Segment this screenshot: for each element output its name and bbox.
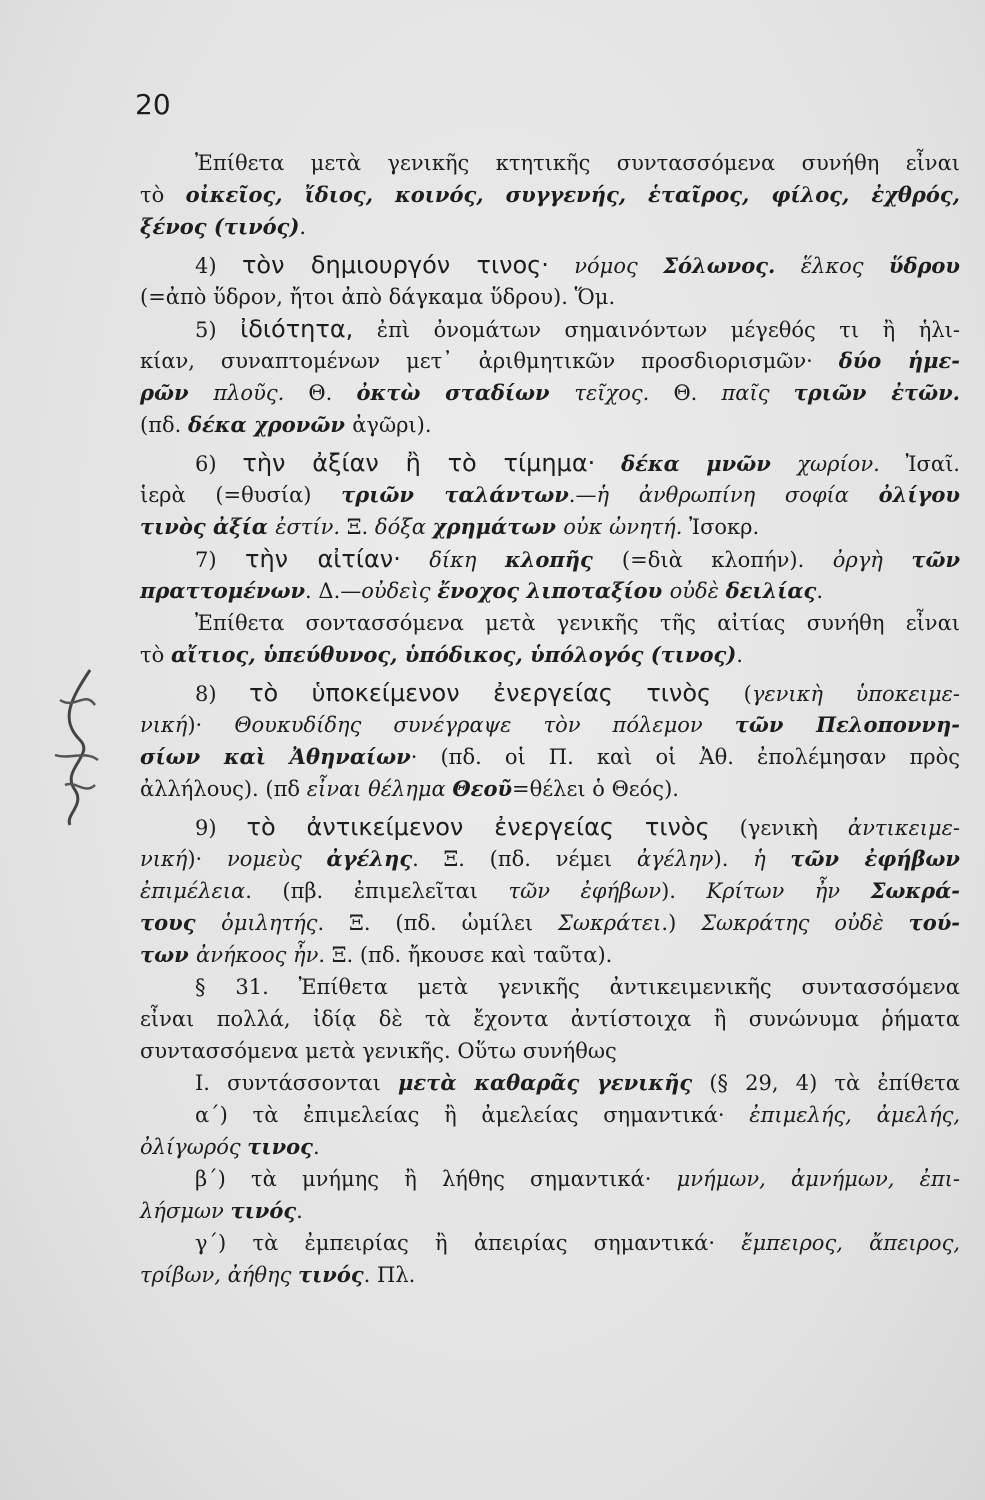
text-run: τινος [247, 1134, 313, 1159]
text-run: ὀκτὼ σταδίων [356, 380, 575, 405]
text-run: (=διὰ κλοπήν). [621, 548, 833, 572]
text-run: Κρίτων ἦν [706, 879, 871, 903]
text-line [140, 511, 960, 543]
text-line [140, 377, 960, 409]
text-run: ὀλίγου [878, 482, 960, 507]
text-run: ὀλίγωρός [140, 1135, 248, 1159]
text-line [140, 1195, 960, 1227]
text-run: ἀγέλης [326, 846, 413, 871]
text-run: δέκα χρονῶν [188, 412, 353, 437]
text-line [140, 843, 960, 875]
text-run: δόξα [374, 515, 433, 539]
text-line [140, 281, 960, 313]
text-run: οἰκεῖος, ἴδιος, κοινός, συγγενής, ἑταῖρος, φίλος, ἐχθρός, [185, 182, 960, 207]
text-run: τινός [298, 1262, 364, 1287]
text-run: . Πλ. [363, 1263, 416, 1287]
text-run: τῶν ἐφήβων [790, 846, 961, 871]
text-run: ἀγέλην [636, 847, 714, 871]
text-run: ρῶν [140, 380, 214, 405]
text-run: τινὸς ἀξία [140, 514, 276, 539]
text-run: εἶναι θέλημα [306, 777, 453, 801]
text-run: Ἐπίθετα μετὰ γενικῆς κτητικῆς συντασσόμενα συνήθη εἶναι [195, 151, 960, 175]
text-run: ἰδιότητα, [240, 315, 354, 343]
text-run: ἀλλήλους). (πδ [140, 777, 307, 801]
text-run: ἡ [753, 847, 791, 871]
text-run: . Δ.— [305, 579, 362, 603]
text-run: παῖς [721, 381, 794, 405]
page-number: 20 [135, 88, 171, 121]
text-run: Σωκράτει [558, 911, 662, 935]
text-line [140, 1067, 960, 1099]
text-line [140, 447, 960, 479]
text-run: . Ξ. (πδ. ὡμίλει [317, 911, 558, 935]
text-line [140, 1163, 960, 1195]
text-run: ἐπὶ ὀνομάτων σημαινόντων μέγεθός τι ἢ ἡλι- [353, 318, 960, 342]
text-line [140, 939, 960, 971]
text-run: Θουκυδίδης συνέγραψε τὸν πόλεμον [234, 713, 735, 737]
text-run: . Ξ. (πδ. νέμει [412, 847, 637, 871]
text-run: τὸ ἀντικείμενον ἐνεργείας τινὸς [246, 813, 710, 841]
text-run: ἀντικειμε- [847, 816, 960, 840]
text-run: κλοπῆς [504, 547, 622, 572]
text-run: αἴτιος, ὑπεύθυνος, ὑπόδικος, ὑπόλογός (τινος) [170, 642, 737, 667]
text-run: 4) [195, 254, 242, 278]
text-run: (§ 29, 4) τὰ ἐπίθετα [692, 1071, 960, 1095]
text-line [140, 147, 960, 179]
text-run: . [816, 579, 824, 603]
text-run: ἐπιμελής, ἀμελής, [749, 1103, 961, 1127]
text-line [140, 345, 960, 377]
text-run: τινός [230, 1198, 297, 1223]
text-run: τῶν Πελοποννη- [734, 712, 960, 737]
text-run: ). [661, 879, 707, 903]
text-run: τους [140, 910, 222, 935]
text-run: τεῖχος. [574, 381, 674, 405]
text-run: χρημάτων [432, 514, 564, 539]
text-run: τῶν ἐφήβων [508, 879, 662, 903]
text-run: . [299, 215, 307, 239]
text-run: τρίβων, ἀήθης [140, 1263, 299, 1287]
text-line [140, 607, 960, 639]
text-line [140, 1131, 960, 1163]
text-run: οὐδεὶς [361, 579, 438, 603]
text-line [140, 179, 960, 211]
text-line [140, 1035, 960, 1067]
text-run: τὴν ἀξίαν ἢ τὸ τίμημα· [242, 449, 596, 477]
text-run: ὁμιλητής [221, 911, 318, 935]
text-line [140, 249, 960, 281]
text-run: τὸν δημιουργόν τινος· [241, 251, 549, 279]
text-run: 5) [195, 318, 241, 342]
text-run: συντασσόμενα μετὰ γενικῆς. Οὕτω συνήθως [140, 1039, 617, 1063]
text-run: τριῶν ἐτῶν. [793, 380, 960, 405]
text-line [140, 773, 960, 805]
text-line [140, 875, 960, 907]
text-run: )· [187, 847, 227, 871]
text-run: Σωκράτης οὐδὲ [701, 911, 909, 935]
text-line [140, 971, 960, 1003]
text-run: κίαν, συναπτομένων μετ᾽ ἀριθμητικῶν προσδιορισμῶν· [140, 349, 839, 373]
text-run: χωρίον. [797, 452, 906, 476]
text-run: (γενικὴ [709, 816, 848, 840]
text-run: γενικὴ ὑποκειμε- [751, 682, 960, 706]
text-run: ). [713, 847, 754, 871]
text-run: Ἰσαῖ. [905, 452, 960, 476]
text-run [775, 254, 800, 278]
text-run: β΄) τὰ μνήμης ἢ λήθης σημαντικά· [195, 1167, 677, 1191]
text-run: =θέλει ὁ Θεός). [512, 777, 679, 801]
text-run: (πδ. [140, 413, 188, 437]
text-run: Ἰσοκρ. [689, 515, 760, 539]
text-run: νομεὺς [226, 847, 327, 871]
text-run: μετὰ καθαρᾶς γενικῆς [398, 1070, 693, 1095]
text-run: δίκη [429, 548, 505, 572]
text-line [140, 409, 960, 441]
text-run: νόμος [574, 254, 664, 278]
text-run: Σωκρά- [870, 878, 960, 903]
text-run [549, 254, 574, 278]
text-run: τριῶν ταλάντων [341, 482, 569, 507]
text-run: οὐδὲ [669, 579, 726, 603]
text-line [140, 575, 960, 607]
text-run: ἐπιμέλεια [140, 879, 246, 903]
text-run: ὕδρου [888, 253, 960, 278]
text-run: νική [140, 713, 188, 737]
text-run: ἔμπειρος, ἄπειρος, [741, 1231, 961, 1255]
text-run: ὀργὴ [832, 548, 912, 572]
text-run: α΄) τὰ ἐπιμελείας ἢ ἀμελείας σημαντικά· [195, 1103, 750, 1127]
text-run: 7) [195, 548, 245, 572]
text-run: Ξ. [346, 515, 375, 539]
text-run: μνήμων, ἀμνήμων, ἐπι- [676, 1167, 960, 1191]
text-run: . [312, 1135, 320, 1159]
text-line [140, 677, 960, 709]
text-run: ἀγῶρι). [352, 413, 432, 437]
text-line [140, 211, 960, 243]
text-run: δέκα μνῶν [621, 451, 798, 476]
text-run: τὴν αἰτίαν· [245, 545, 401, 573]
text-run: δειλίας [725, 578, 817, 603]
text-run: τὸ [140, 643, 171, 667]
text-run: Ι. συντάσσονται [195, 1071, 399, 1095]
text-run: )· [187, 713, 235, 737]
text-run: εἶναι πολλά, ἰδίᾳ δὲ τὰ ἔχοντα ἀντίστοιχα ἢ συνώνυμα ῥήματα [140, 1007, 960, 1031]
text-line [140, 709, 960, 741]
text-run: 6) [195, 452, 243, 476]
text-line [140, 741, 960, 773]
text-run: Ἐπίθετα σοντασσόμενα μετὰ γενικῆς τῆς αἰτίας συνήθη εἶναι [195, 611, 960, 635]
text-run: τῶν [911, 547, 961, 572]
text-run: .) [661, 911, 702, 935]
text-line [140, 1259, 960, 1291]
text-run: νική [140, 847, 188, 871]
text-line [140, 639, 960, 671]
text-run [595, 452, 621, 476]
text-run: λήσμων [140, 1199, 231, 1223]
text-run: . Ξ. (πδ. ἤκουσε καὶ ταῦτα). [318, 943, 613, 967]
text-run: τού- [908, 910, 961, 935]
text-run: . (πβ. ἐπιμελεῖται [245, 879, 509, 903]
text-run: γ΄) τὰ ἐμπειρίας ἢ ἀπειρίας σημαντικά· [195, 1231, 742, 1255]
handwritten-signature-stamp [40, 660, 110, 830]
text-run: δύο ἡμε- [838, 348, 960, 373]
text-run: τὸ [140, 183, 186, 207]
text-run: ξένος (τινός) [140, 214, 300, 239]
text-run: Θ. [308, 381, 357, 405]
text-run: σίων καὶ Ἀθηναίων [140, 744, 411, 769]
text-run: Θεοῦ [452, 776, 513, 801]
text-run: Σόλωνος. [663, 253, 776, 278]
text-run: · (πδ. οἱ Π. καὶ οἱ Ἀθ. ἐπολέμησαν πρὸς [410, 745, 961, 769]
text-run: πλοῦς. [213, 381, 309, 405]
text-run: ἐστίν. [275, 515, 347, 539]
text-line [140, 479, 960, 511]
text-run [401, 548, 429, 572]
text-run: 9) [195, 816, 247, 840]
text-run: Θ. [673, 381, 722, 405]
text-line [140, 1099, 960, 1131]
text-run: ἀνήκοος ἦν [196, 943, 319, 967]
text-line [140, 313, 960, 345]
text-run: 8) [195, 682, 250, 706]
text-run: . [736, 643, 743, 667]
text-run: . [296, 1199, 303, 1223]
text-run: των [140, 942, 197, 967]
text-line [140, 543, 960, 575]
text-run: ἕλκος [800, 254, 889, 278]
text-line [140, 811, 960, 843]
text-line [140, 907, 960, 939]
text-run: .— [568, 483, 597, 507]
page-text-body [140, 147, 960, 1291]
text-line [140, 1227, 960, 1259]
text-run: § 31. Ἐπίθετα μετὰ γενικῆς ἀντικειμενικῆς συντασσόμενα [195, 975, 960, 999]
text-run: ( [711, 682, 752, 706]
text-run: τὸ ὑποκείμενον ἐνεργείας τινὸς [249, 679, 712, 707]
text-run: (=ἀπὸ ὕδρον, ἤτοι ἀπὸ δάγκαμα ὕδρου). Ὅμ. [140, 285, 616, 309]
text-line [140, 1003, 960, 1035]
text-run: ἡ ἀνθρωπίνη σοφία [596, 483, 879, 507]
text-run: οὐκ ὠνητή. [563, 515, 690, 539]
text-run: ἱερὰ (=θυσία) [140, 483, 342, 507]
text-run: πραττομένων [140, 578, 306, 603]
text-run: ἔνοχος λιποταξίου [437, 578, 670, 603]
